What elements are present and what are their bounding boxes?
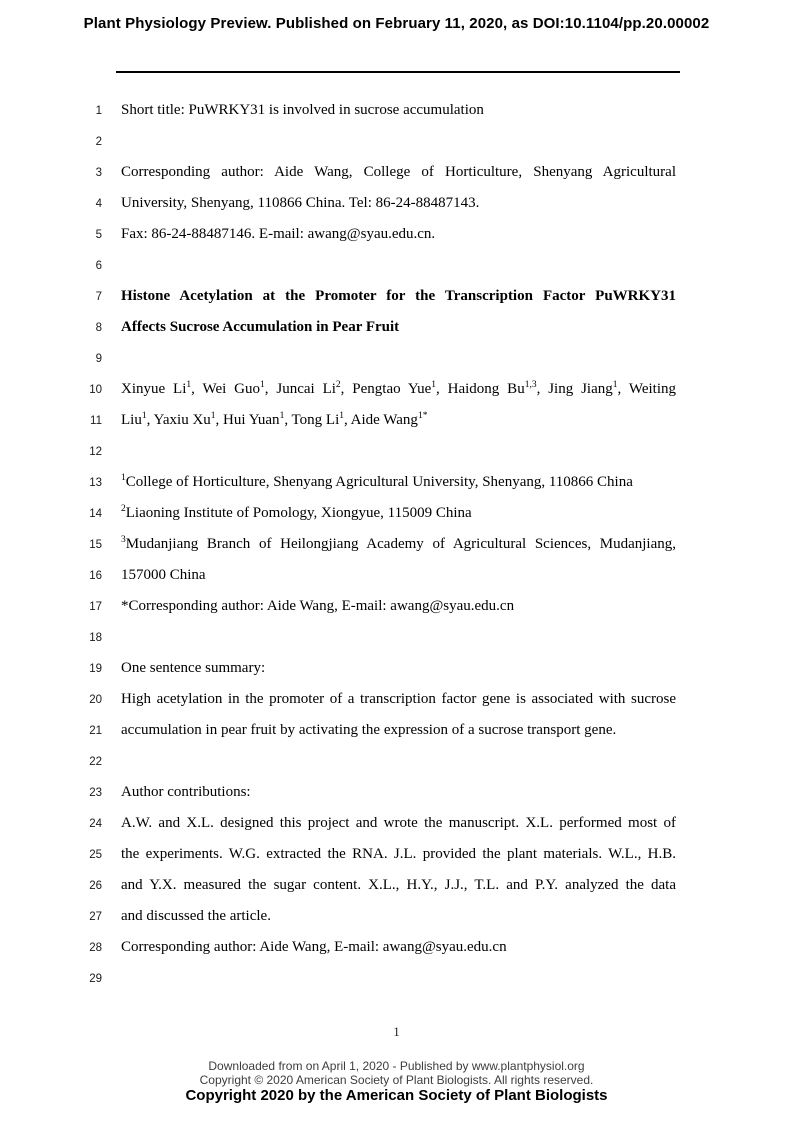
line-text: $^1$College of Horticulture, Shenyang Agricultural University, Shenyang, 110866 China <box>121 473 633 490</box>
superscript: 2 <box>121 504 126 514</box>
line-number: 18 <box>89 631 102 644</box>
line-number: 10 <box>89 383 102 396</box>
manuscript-line <box>84 188 676 219</box>
manuscript-line <box>84 126 676 157</box>
manuscript-line <box>84 95 676 126</box>
line-text: accumulation in pear fruit by activating the expression of a sucrose transport gene. <box>121 722 617 738</box>
line-text: and Y.X. measured the sugar content. X.L., H.Y., J.J., T.L. and P.Y. analyzed the data <box>121 877 676 893</box>
line-number: 7 <box>95 290 102 303</box>
manuscript-line <box>84 312 676 343</box>
line-text: $^2$Liaoning Institute of Pomology, Xiongyue, 115009 China <box>121 504 472 521</box>
line-text: the experiments. W.G. extracted the RNA. J.L. provided the plant materials. W.L., H.B. <box>121 846 676 862</box>
footer-download-line: Downloaded from on April 1, 2020 - Published by www.plantphysiol.org <box>208 1059 585 1073</box>
line-number: 27 <box>89 910 102 923</box>
superscript: 1* <box>417 411 428 421</box>
line-number: 9 <box>95 352 102 365</box>
manuscript-line <box>84 684 676 715</box>
manuscript-line <box>84 498 676 529</box>
line-text: Xinyue Li$^1$, Wei Guo$^1$, Juncai Li$^2$, Pengtao Yue$^1$, Haidong Bu$^{1,3}$, Jing Jiang$^1$, Weiting <box>121 380 676 397</box>
manuscript-line <box>84 746 676 777</box>
line-number: 12 <box>89 445 102 458</box>
line-number: 4 <box>95 197 102 210</box>
line-text: Author contributions: <box>121 784 251 800</box>
line-number: 11 <box>90 414 102 427</box>
manuscript-line <box>84 250 676 281</box>
line-text: and discussed the article. <box>121 908 271 924</box>
superscript: 1 <box>121 473 126 483</box>
footer-copyright-line: Copyright © 2020 American Society of Plant Biologists. All rights reserved. <box>199 1073 594 1087</box>
line-number: 14 <box>89 507 102 520</box>
manuscript-line <box>84 622 676 653</box>
line-text: Liu$^1$, Yaxiu Xu$^1$, Hui Yuan$^1$, Tong Li$^1$, Aide Wang$^{1*}$ <box>121 411 428 428</box>
manuscript-line <box>84 839 676 870</box>
preprint-header: Plant Physiology Preview. Published on February 11, 2020, as DOI:10.1104/pp.20.00002 <box>83 15 710 32</box>
manuscript-line <box>84 591 676 622</box>
line-text: One sentence summary: <box>121 660 266 676</box>
line-number: 21 <box>89 724 102 737</box>
line-text <box>121 343 676 374</box>
line-text <box>121 250 676 281</box>
superscript: 1 <box>186 380 192 390</box>
manuscript-line <box>84 932 676 963</box>
line-text <box>121 126 676 157</box>
line-number: 15 <box>89 538 102 551</box>
line-text <box>121 622 676 653</box>
line-text <box>121 963 676 994</box>
superscript: 1 <box>431 380 437 390</box>
line-number: 5 <box>95 228 102 241</box>
line-number: 28 <box>89 941 102 954</box>
superscript: 1 <box>141 411 147 421</box>
line-text: A.W. and X.L. designed this project and wrote the manuscript. X.L. performed most of <box>121 815 676 831</box>
line-text <box>121 746 676 777</box>
download-footer <box>0 1059 793 1105</box>
line-number: 20 <box>89 693 102 706</box>
line-number: 29 <box>89 972 102 985</box>
manuscript-line <box>84 374 676 405</box>
line-text: High acetylation in the promoter of a transcription factor gene is associated with sucrose <box>121 691 676 707</box>
line-text: Short title: PuWRKY31 is involved in sucrose accumulation <box>121 102 484 118</box>
line-text: Corresponding author: Aide Wang, E-mail: awang@syau.edu.cn <box>121 939 507 955</box>
line-number: 23 <box>89 786 102 799</box>
line-text: Affects Sucrose Accumulation in Pear Fruit <box>121 319 400 335</box>
superscript: 1 <box>339 411 344 421</box>
line-text <box>121 436 676 467</box>
manuscript-line <box>84 157 676 188</box>
line-number: 6 <box>95 259 102 272</box>
manuscript-line <box>84 870 676 901</box>
manuscript-line <box>84 343 676 374</box>
manuscript-line <box>84 529 676 560</box>
manuscript-line <box>84 808 676 839</box>
manuscript-lines <box>84 95 676 994</box>
manuscript-line <box>84 777 676 808</box>
superscript: 3 <box>121 535 126 545</box>
line-text: University, Shenyang, 110866 China. Tel: 86-24-88487143. <box>121 195 480 211</box>
superscript: 2 <box>335 380 341 390</box>
superscript: 1 <box>279 411 285 421</box>
manuscript-line <box>84 715 676 746</box>
line-text: Fax: 86-24-88487146. E-mail: awang@syau.edu.cn. <box>121 226 436 242</box>
manuscript-line <box>84 901 676 932</box>
header-rule <box>116 71 680 73</box>
manuscript-line <box>84 560 676 591</box>
manuscript-line <box>84 467 676 498</box>
page-number: 1 <box>393 1025 400 1039</box>
superscript: 1 <box>259 380 265 390</box>
manuscript-line <box>84 436 676 467</box>
line-number: 19 <box>89 662 102 675</box>
line-text: Histone Acetylation at the Promoter for the Transcription Factor PuWRKY31 <box>121 288 676 304</box>
manuscript-line <box>84 963 676 994</box>
line-number: 22 <box>89 755 102 768</box>
superscript: 1 <box>210 411 216 421</box>
line-text: Corresponding author: Aide Wang, College of Horticulture, Shenyang Agricultural <box>121 164 676 180</box>
line-number: 17 <box>89 600 102 613</box>
line-text: $^3$Mudanjiang Branch of Heilongjiang Academy of Agricultural Sciences, Mudanjiang, <box>121 535 676 552</box>
line-number: 13 <box>89 476 102 489</box>
superscript: 1,3 <box>524 380 537 390</box>
line-number: 16 <box>89 569 102 582</box>
line-number: 26 <box>89 879 102 892</box>
line-number: 3 <box>95 166 102 179</box>
line-number: 24 <box>89 817 102 830</box>
footer-copyright-bold-line: Copyright 2020 by the American Society of Plant Biologists <box>185 1087 608 1104</box>
line-number: 8 <box>95 321 102 334</box>
manuscript-line <box>84 405 676 436</box>
manuscript-line <box>84 653 676 684</box>
manuscript-line <box>84 281 676 312</box>
line-number: 25 <box>89 848 102 861</box>
superscript: 1 <box>612 380 618 390</box>
manuscript-line <box>84 219 676 250</box>
line-number: 2 <box>95 135 102 148</box>
line-number: 1 <box>95 104 102 117</box>
line-text: *Corresponding author: Aide Wang, E-mail: awang@syau.edu.cn <box>121 598 515 614</box>
line-text: 157000 China <box>121 567 206 583</box>
